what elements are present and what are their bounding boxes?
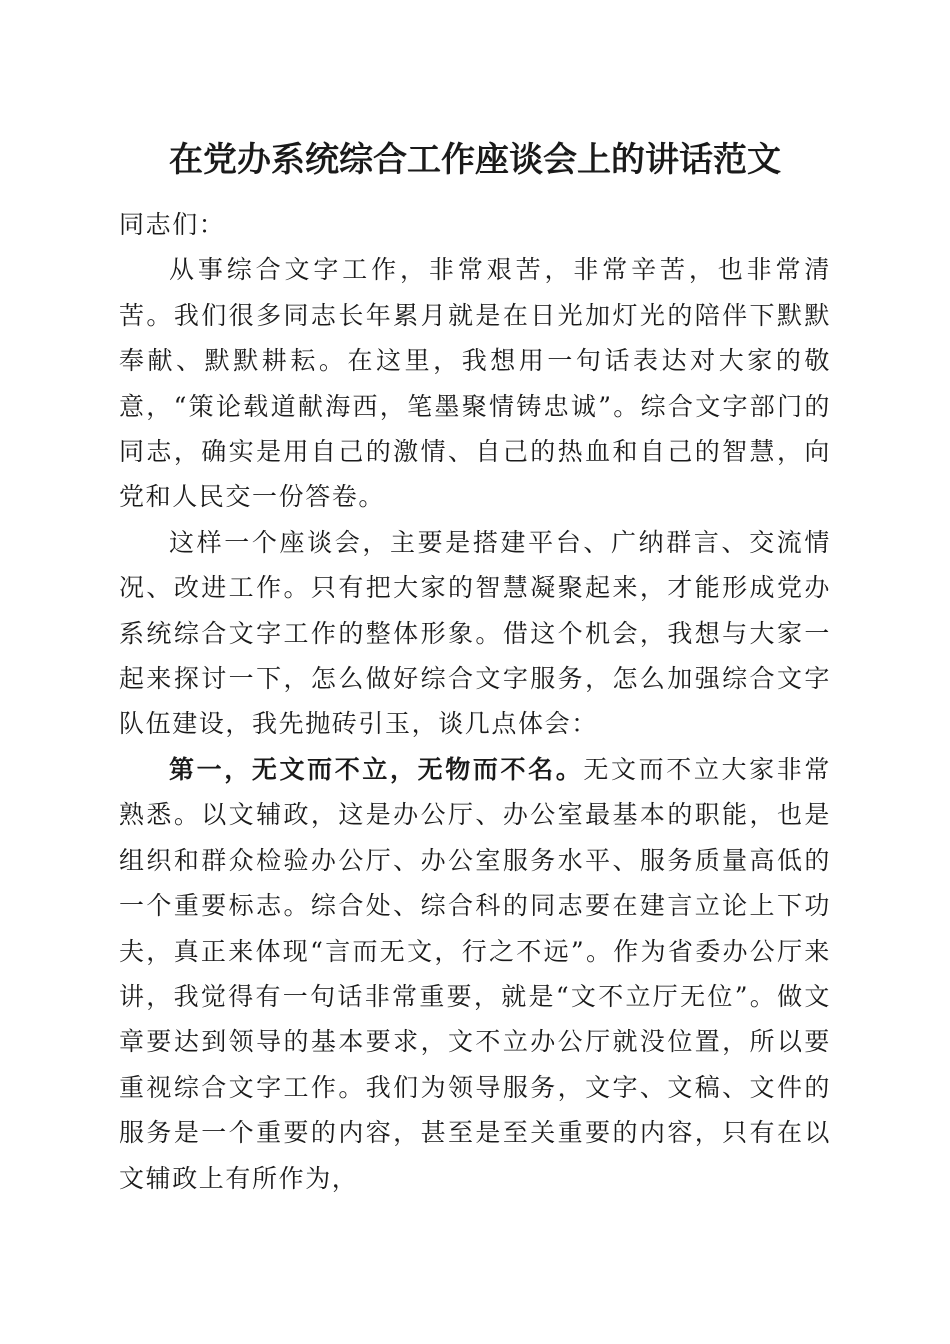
point-one-text: 无文而不立大家非常熟悉。以文辅政，这是办公厅、办公室最基本的职能，也是组织和群众检验办公厅、办公室服务水平、服务质量高低的一个重要标志。综合处、综合科的同志要在建言立论上下功夫，真正来体现“言而无文，行之不远”。作为省委办公厅来讲，我觉得有一句话非常重要，就是“文不立厅无位”。做文章要达到领导的基本要求，文不立办公厅就没位置，所以要重视综合文字工作。我们为领导服务，文字、文稿、文件的服务是一个重要的内容，甚至是至关重要的内容，只有在以文辅政上有所作为， [119,754,831,1193]
point-one-heading: 第一，无文而不立，无物而不名。 [169,754,584,784]
document-body [119,202,831,1201]
paragraph-3 [119,747,831,1201]
paragraph-1: 从事综合文字工作，非常艰苦，非常辛苦，也非常清苦。我们很多同志长年累月就是在日光加灯光的陪伴下默默奉献、默默耕耘。在这里，我想用一句话表达对大家的敬意，“策论载道献海西，笔墨聚情铸忠诚”。综合文字部门的同志，确实是用自己的激情、自己的热血和自己的智慧，向党和人民交一份答卷。 [119,255,831,512]
document-title: 在党办系统综合工作座谈会上的讲话范文 [169,140,781,180]
paragraph-2: 这样一个座谈会，主要是搭建平台、广纳群言、交流情况、改进工作。只有把大家的智慧凝聚起来，才能形成党办系统综合文字工作的整体形象。借这个机会，我想与大家一起来探讨一下，怎么做好综合文字服务，怎么加强综合文字队伍建设，我先抛砖引玉，谈几点体会： [119,527,831,739]
salutation: 同志们： [119,210,226,239]
